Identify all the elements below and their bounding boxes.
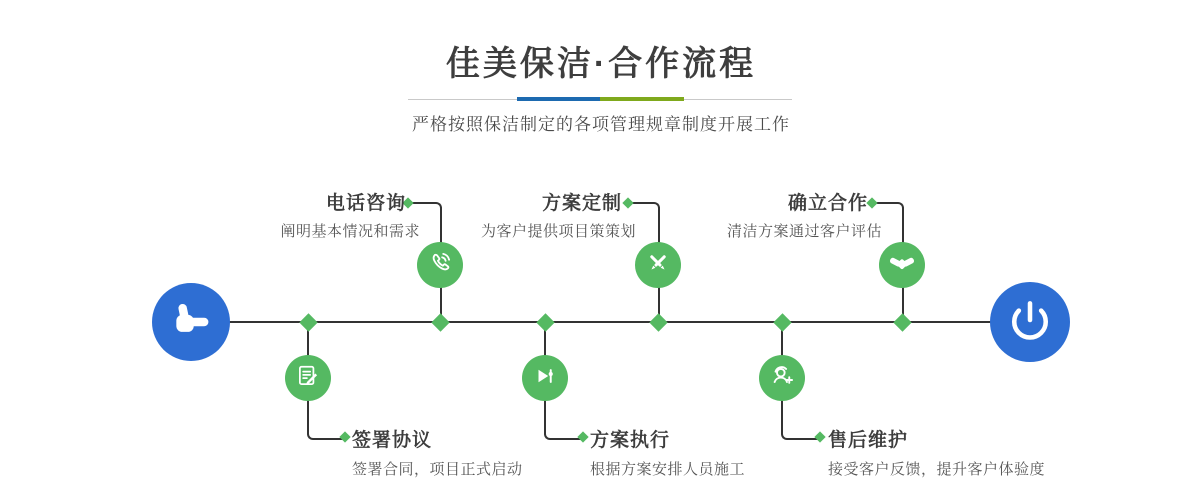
step-label-cooperate	[652, 188, 882, 241]
step-node-cooperate	[879, 242, 925, 288]
step-node-contract	[285, 355, 331, 401]
step-label-support	[828, 425, 1128, 479]
flow-start-node	[152, 283, 230, 361]
play-execute-icon	[532, 363, 558, 394]
step-node-execute	[522, 355, 568, 401]
step-node-support	[759, 355, 805, 401]
page-title: 佳美保洁·合作流程	[445, 45, 757, 83]
crossed-pens-icon	[645, 250, 671, 281]
step-title: 签署协议	[352, 430, 433, 451]
step-title: 方案定制	[541, 193, 622, 214]
pointing-hand-icon	[169, 298, 213, 347]
step-title: 电话咨询	[325, 193, 406, 214]
step-title: 售后维护	[828, 430, 909, 451]
flow-end-node	[990, 282, 1070, 362]
customer-support-icon	[769, 362, 796, 394]
step-title: 方案执行	[590, 430, 671, 451]
page-subtitle: 严格按照保洁制定的各项管理规章制度开展工作	[412, 115, 790, 134]
step-title: 确立合作	[787, 193, 868, 214]
step-desc: 清洁方案通过客户评估	[726, 223, 882, 240]
step-label-plan	[406, 188, 636, 241]
title-divider-olive-segment	[600, 97, 684, 101]
step-node-phone	[417, 242, 463, 288]
step-desc: 阐明基本情况和需求	[280, 223, 420, 240]
step-desc: 接受客户反馈，提升客户体验度	[828, 461, 1046, 478]
step-desc: 根据方案安排人员施工	[590, 461, 746, 478]
step-desc: 为客户提供项目策策划	[480, 223, 636, 240]
power-icon	[1009, 299, 1051, 346]
step-node-plan	[635, 242, 681, 288]
step-label-phone	[190, 188, 420, 241]
title-divider-blue-segment	[517, 97, 600, 101]
handshake-icon	[888, 249, 916, 282]
phone-icon	[427, 250, 453, 281]
step-desc: 签署合同，项目正式启动	[352, 461, 523, 478]
contract-sign-icon	[295, 363, 321, 394]
